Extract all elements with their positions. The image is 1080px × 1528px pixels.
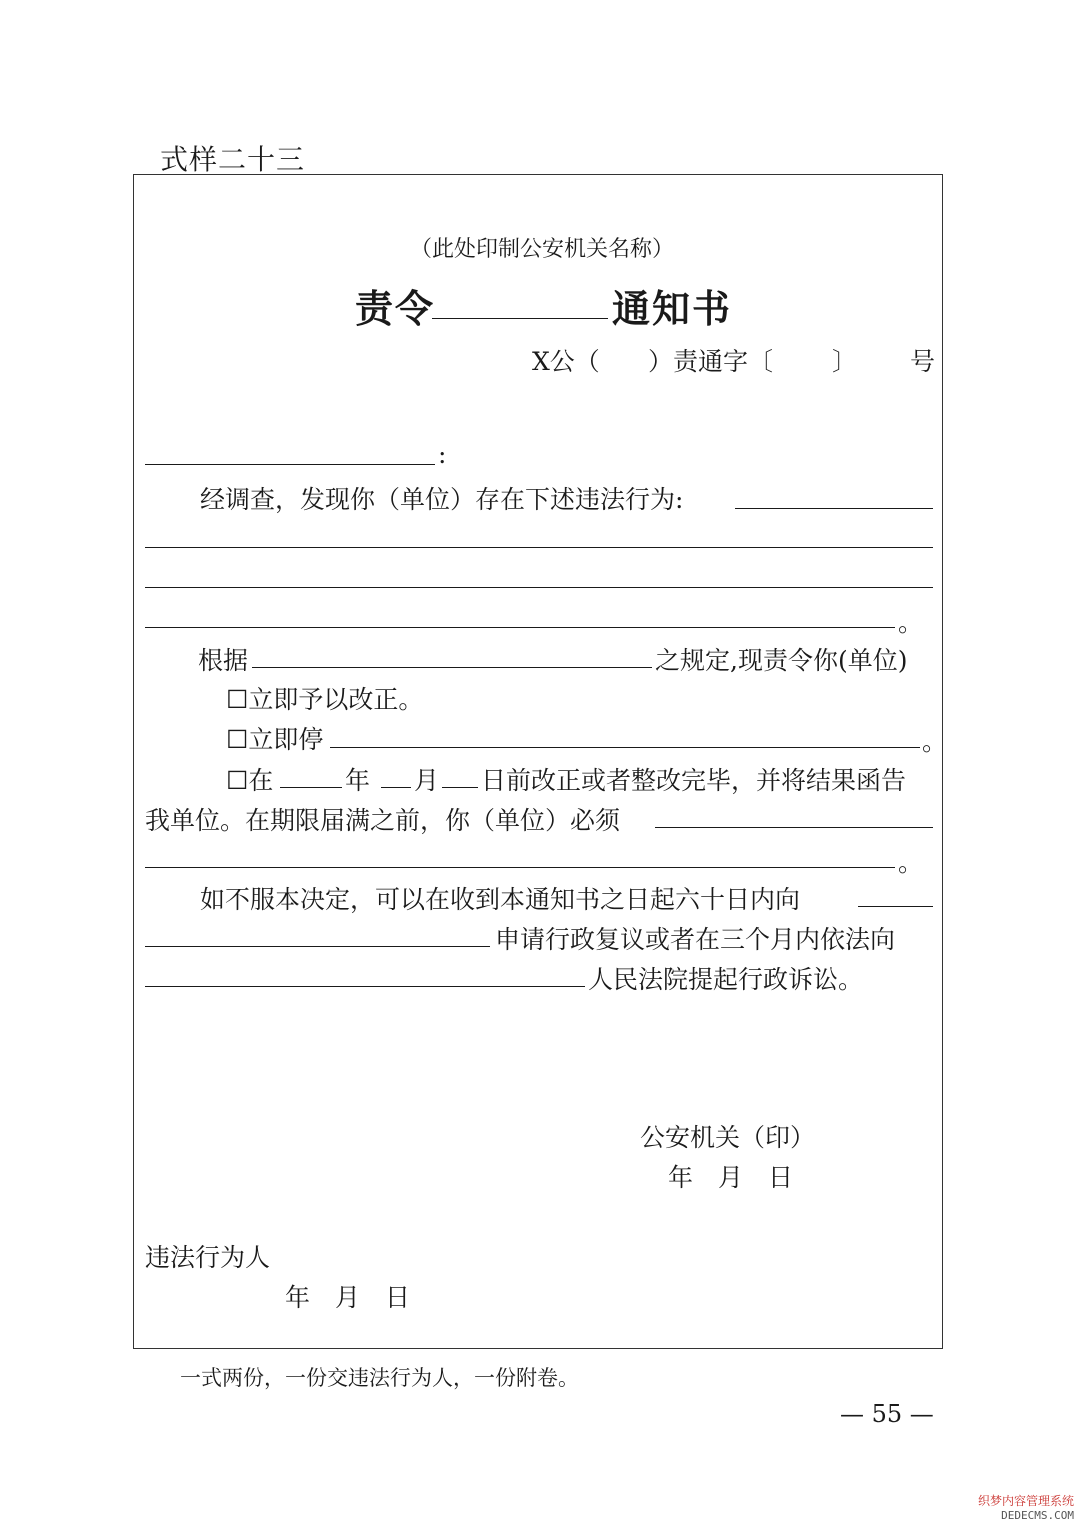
appeal-blank-2[interactable] (145, 946, 490, 947)
appeal-line1: 如不服本决定，可以在收到本通知书之日起六十日内向 (200, 885, 801, 914)
violation-blank-3[interactable] (145, 587, 933, 588)
deadline-line2: 我单位。在期限届满之前，你（单位）必须 (145, 806, 621, 835)
authority-date: 年 月 日 (668, 1163, 794, 1192)
deadline-year-blank[interactable] (280, 787, 342, 788)
deadline-month-blank[interactable] (381, 787, 411, 788)
must-blank-2[interactable] (145, 867, 895, 868)
watermark (978, 1492, 1074, 1522)
stop-period: 。 (922, 727, 948, 756)
basis-prefix: 根据 (198, 646, 249, 675)
deadline-day-blank[interactable] (442, 787, 478, 788)
doc-no-close: 〕 (832, 347, 858, 376)
appeal-line3: 人民法院提起行政诉讼。 (588, 965, 864, 994)
watermark-line1: 织梦内容管理系统 (977, 1494, 1074, 1508)
option-deadline[interactable]: ☐在 (226, 766, 274, 795)
violation-intro: 经调查，发现你（单位）存在下述违法行为: (200, 485, 684, 514)
deadline-month-label: 月 (414, 766, 440, 795)
page-number: — 55 — (840, 1400, 934, 1428)
title-blank[interactable] (432, 318, 608, 319)
option-stop-now[interactable]: ☐立即停 (226, 725, 324, 754)
stop-blank[interactable] (330, 747, 920, 748)
title-suffix: 通知书 (612, 286, 733, 331)
watermark-line2: DEDECMS.COM (1001, 1509, 1074, 1522)
appeal-line2: 申请行政复议或者在三个月内依法向 (495, 925, 896, 954)
deadline-rest: 日前改正或者整改完毕，并将结果函告 (481, 766, 907, 795)
copies-note: 一式两份，一份交违法行为人，一份附卷。 (180, 1366, 579, 1390)
violation-blank-4[interactable] (145, 627, 895, 628)
must-blank-1[interactable] (655, 827, 933, 828)
must-period: 。 (898, 848, 924, 877)
violation-period: 。 (898, 608, 924, 637)
violation-blank-2[interactable] (145, 547, 933, 548)
doc-no-suffix: 号 (910, 347, 936, 376)
title-prefix: 责令 (355, 286, 436, 331)
authority-placeholder: （此处印制公安机关名称） (410, 237, 675, 262)
basis-suffix: 之规定,现责令你(单位) (655, 646, 908, 675)
violator-date: 年 月 日 (285, 1283, 411, 1312)
violation-blank-1[interactable] (735, 508, 933, 509)
basis-blank[interactable] (252, 667, 652, 668)
court-blank[interactable] (145, 986, 585, 987)
appeal-blank-1[interactable] (858, 906, 933, 907)
addressee-colon: : (438, 440, 447, 469)
deadline-year-label: 年 (345, 766, 371, 795)
doc-no-mid: ）责通字〔 (648, 347, 774, 376)
doc-no-prefix: X公（ (532, 347, 600, 376)
addressee-blank[interactable] (145, 464, 435, 465)
authority-seal: 公安机关（印） (640, 1123, 816, 1152)
option-correct-now[interactable]: ☐立即予以改正。 (226, 685, 424, 714)
sample-label: 式样二十三 (160, 143, 306, 176)
violator-label: 违法行为人 (145, 1243, 271, 1272)
